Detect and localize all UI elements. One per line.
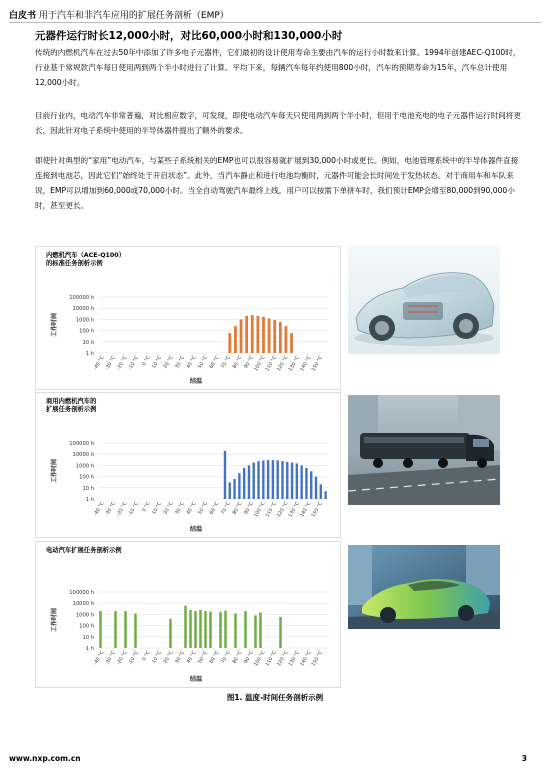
x-tick-label: 100 °C bbox=[253, 650, 267, 668]
y-axis-label: 工作时间 bbox=[51, 312, 58, 338]
chart-commercial-panel bbox=[35, 392, 341, 538]
section-title: 元器件运行时长12,000小时，对比60,000小时和130,000小时 bbox=[35, 30, 343, 42]
chart-bar bbox=[272, 460, 274, 499]
y-axis-label: 工作时间 bbox=[51, 458, 58, 484]
chart-bar bbox=[184, 606, 187, 648]
chart-bar bbox=[285, 326, 288, 353]
x-tick-label: 120 °C bbox=[276, 501, 290, 519]
x-tick-label: -20 °C bbox=[116, 355, 129, 372]
chart-ev-panel bbox=[35, 541, 341, 688]
x-tick-label: 110 °C bbox=[265, 650, 278, 668]
chart-bar bbox=[290, 333, 293, 353]
chart-bar bbox=[310, 471, 312, 499]
x-tick-label: 10 °C bbox=[151, 355, 163, 370]
y-axis-label: 工作时间 bbox=[51, 607, 58, 633]
chart-bar bbox=[134, 614, 137, 648]
y-tick-label: 1 h bbox=[85, 646, 94, 652]
chart-commercial-title-line1: 商用内燃机汽车的 bbox=[46, 398, 97, 405]
x-tick-label: -10 °C bbox=[128, 501, 140, 518]
x-tick-label: -30 °C bbox=[105, 650, 117, 667]
x-tick-label: 110 °C bbox=[265, 355, 278, 373]
chart-commercial-title-line2: 扩展任务剖析示例 bbox=[46, 406, 97, 413]
x-tick-label: 10 °C bbox=[151, 650, 163, 665]
chart-ice bbox=[36, 247, 340, 389]
x-tick-label: -10 °C bbox=[128, 355, 140, 372]
chart-bar bbox=[259, 612, 262, 648]
chart-bar bbox=[224, 451, 226, 499]
chart-bar bbox=[238, 473, 240, 499]
y-tick-label: 1 h bbox=[85, 497, 94, 503]
x-tick-label: 30 °C bbox=[174, 650, 186, 665]
chart-ev-title-line1: 电动汽车扩展任务剖析示例 bbox=[46, 547, 122, 554]
y-tick-label: 10000 h bbox=[72, 601, 94, 608]
chart-bar bbox=[267, 460, 269, 499]
x-tick-label: 20 °C bbox=[163, 650, 175, 665]
chart-bar bbox=[248, 465, 250, 499]
y-tick-label: 100 h bbox=[79, 474, 94, 481]
chart-ice-title-line1: 内燃机汽车（ACE-Q100） bbox=[46, 252, 125, 259]
x-tick-label: 150 °C bbox=[311, 501, 324, 519]
x-tick-label: 70 °C bbox=[220, 650, 232, 665]
chart-bar bbox=[99, 611, 102, 648]
chart-bar bbox=[254, 615, 257, 648]
chart-bar bbox=[251, 315, 254, 353]
header-doc-title: 用于汽车和非汽车应用的扩展任务剖析（EMP） bbox=[36, 11, 229, 21]
x-tick-label: 10 °C bbox=[151, 501, 163, 516]
chart-bar bbox=[296, 463, 298, 499]
chart-ice-title-line2: 的标准任务剖析示例 bbox=[46, 260, 103, 267]
x-tick-label: 50 °C bbox=[197, 501, 209, 516]
x-tick-label: 20 °C bbox=[163, 355, 175, 370]
chart-bar bbox=[268, 319, 271, 353]
x-tick-label: 90 °C bbox=[243, 501, 255, 516]
chart-bar bbox=[305, 468, 307, 499]
chart-bar bbox=[245, 316, 248, 353]
x-tick-label: 90 °C bbox=[243, 650, 255, 665]
chart-bar bbox=[276, 460, 278, 499]
x-tick-label: 140 °C bbox=[299, 501, 313, 519]
chart-bar bbox=[229, 482, 231, 499]
x-tick-label: 70 °C bbox=[220, 355, 232, 370]
y-tick-label: 100000 h bbox=[69, 295, 94, 301]
x-tick-label: 120 °C bbox=[276, 650, 290, 668]
y-tick-label: 100 h bbox=[79, 623, 94, 630]
chart-bar bbox=[209, 612, 212, 648]
header-doc-type: 白皮书 bbox=[9, 11, 37, 21]
x-tick-label: 30 °C bbox=[174, 501, 186, 516]
chart-bar bbox=[279, 322, 282, 353]
x-tick-label: 110 °C bbox=[265, 501, 278, 519]
chart-bar bbox=[189, 610, 192, 648]
x-tick-label: 0 °C bbox=[141, 501, 152, 513]
chart-bar bbox=[199, 610, 202, 648]
x-tick-label: 40 °C bbox=[186, 501, 198, 516]
x-tick-label: 50 °C bbox=[197, 650, 209, 665]
chart-bar bbox=[281, 461, 283, 499]
chart-bar bbox=[114, 611, 117, 648]
x-tick-label: 40 °C bbox=[186, 355, 198, 370]
chart-bar bbox=[234, 326, 237, 353]
x-tick-label: 50 °C bbox=[197, 355, 209, 370]
y-tick-label: 10 h bbox=[82, 339, 94, 346]
chart-bar bbox=[262, 460, 264, 499]
x-tick-label: 0 °C bbox=[141, 355, 152, 367]
x-tick-label: 40 °C bbox=[186, 650, 198, 665]
x-tick-label: 100 °C bbox=[253, 355, 267, 373]
chart-ev bbox=[36, 542, 340, 687]
x-tick-label: 130 °C bbox=[288, 501, 301, 519]
chart-bar bbox=[262, 317, 265, 353]
y-tick-label: 10000 h bbox=[72, 452, 94, 459]
x-tick-label: -20 °C bbox=[116, 501, 129, 518]
chart-bar bbox=[253, 463, 255, 499]
y-tick-label: 10 h bbox=[82, 634, 94, 641]
x-tick-label: 30 °C bbox=[174, 355, 186, 370]
chart-bar bbox=[273, 320, 276, 353]
chart-commercial bbox=[36, 393, 340, 537]
truck-photo-icon bbox=[348, 395, 500, 505]
x-tick-label: 60 °C bbox=[209, 355, 221, 370]
chart-bar bbox=[224, 611, 227, 648]
x-axis-label: 结温 bbox=[189, 378, 203, 385]
y-tick-label: 100 h bbox=[79, 328, 94, 335]
paragraph-1: 传统的内燃机汽车在过去50年中添加了许多电子元器件，它们最初的设计使用寿命主要由汽车的运行小时数来计算。1994年创建AEC-Q100时，行业基于常规款汽车每日使用两到两个半小时进行了计算。平均下来，每辆汽车每年约使用800小时，汽车的预期寿命为15年，汽车总计使用12,000小时。 bbox=[35, 48, 521, 87]
chart-bar bbox=[286, 462, 288, 499]
x-tick-label: 140 °C bbox=[299, 355, 313, 373]
x-axis-label: 结温 bbox=[189, 676, 203, 683]
chart-bar bbox=[279, 617, 282, 648]
chart-bar bbox=[257, 461, 259, 499]
chart-bar bbox=[291, 463, 293, 499]
chart-bar bbox=[256, 316, 259, 353]
x-tick-label: 90 °C bbox=[243, 355, 255, 370]
y-tick-label: 10000 h bbox=[72, 306, 94, 313]
header-divider bbox=[9, 22, 541, 23]
chart-bar bbox=[240, 319, 243, 353]
x-axis-label: 结温 bbox=[189, 526, 203, 533]
chart-bar bbox=[300, 465, 302, 499]
x-tick-label: 0 °C bbox=[141, 650, 152, 662]
x-tick-label: 80 °C bbox=[232, 650, 244, 665]
x-tick-label: 80 °C bbox=[232, 501, 244, 516]
x-tick-label: 150 °C bbox=[311, 650, 324, 668]
paragraph-2: 目前行业内，电动汽车非常普遍，对比相应数字，可发现，即使电动汽车每天只使用两到两个半小时，但用于电池充电的电子元器件运行时间将更长，因此针对电子系统中使用的半导体器件提出了额外的要求。 bbox=[35, 111, 521, 135]
x-tick-label: 100 °C bbox=[253, 501, 267, 519]
y-tick-label: 1000 h bbox=[75, 463, 94, 470]
chart-bar bbox=[243, 468, 245, 499]
page-number: 3 bbox=[521, 754, 527, 763]
x-tick-label: 130 °C bbox=[288, 650, 301, 668]
x-tick-label: 130 °C bbox=[288, 355, 301, 373]
x-tick-label: 60 °C bbox=[209, 650, 221, 665]
ice-car-photo-icon bbox=[348, 246, 500, 354]
chart-bar bbox=[244, 611, 247, 648]
chart-bar bbox=[124, 611, 127, 648]
x-tick-label: -10 °C bbox=[128, 650, 140, 667]
x-tick-label: -40 °C bbox=[93, 650, 106, 667]
x-tick-label: 120 °C bbox=[276, 355, 290, 373]
y-tick-label: 10 h bbox=[82, 485, 94, 492]
paragraph-3: 即使针对典型的“家用”电动汽车，与某些子系统相关的EMP也可以很容易就扩展到30,000小时或更长。例如，电池管理系统中的半导体器件直接连接到电池芯，因此它们“始终处于开启状态”。此外，当汽车静止和进行电池均衡时，元器件可能会长时间处于发热状态。对于商用车和车队来说，EMP可以增加到60,000或70,000小时。当全自动驾驶汽车最终上线，用户可以按需下单拼车时，我们预计EMP会增至80,000到90,000小时，甚至更长。 bbox=[35, 156, 519, 210]
chart-bar bbox=[194, 611, 197, 648]
x-tick-label: 70 °C bbox=[220, 501, 232, 516]
y-tick-label: 1000 h bbox=[75, 612, 94, 619]
chart-bar bbox=[324, 491, 326, 499]
y-tick-label: 1 h bbox=[85, 351, 94, 357]
x-tick-label: -30 °C bbox=[105, 501, 117, 518]
y-tick-label: 100000 h bbox=[69, 441, 94, 447]
x-tick-label: -20 °C bbox=[116, 650, 129, 667]
chart-bar bbox=[204, 611, 207, 648]
x-tick-label: 20 °C bbox=[163, 501, 175, 516]
chart-bar bbox=[320, 484, 322, 499]
x-tick-label: 150 °C bbox=[311, 355, 324, 373]
y-tick-label: 1000 h bbox=[75, 317, 94, 324]
footer-url-link[interactable]: www.nxp.com.cn bbox=[9, 754, 81, 763]
chart-bar bbox=[169, 619, 172, 648]
y-tick-label: 100000 h bbox=[69, 590, 94, 596]
chart-bar bbox=[315, 477, 317, 499]
chart-ice-panel bbox=[35, 246, 341, 390]
chart-bar bbox=[233, 479, 235, 499]
x-tick-label: 140 °C bbox=[299, 650, 313, 668]
x-tick-label: 60 °C bbox=[209, 501, 221, 516]
x-tick-label: -30 °C bbox=[105, 355, 117, 372]
figure-caption: 图1. 温度-时间任务剖析示例 bbox=[226, 693, 324, 702]
chart-bar bbox=[234, 614, 237, 648]
x-tick-label: 80 °C bbox=[232, 355, 244, 370]
ev-car-photo-icon bbox=[348, 545, 500, 629]
page-header bbox=[9, 8, 229, 21]
x-tick-label: -40 °C bbox=[93, 355, 106, 372]
x-tick-label: -40 °C bbox=[93, 501, 106, 518]
chart-bar bbox=[228, 333, 231, 353]
chart-bar bbox=[219, 612, 222, 648]
